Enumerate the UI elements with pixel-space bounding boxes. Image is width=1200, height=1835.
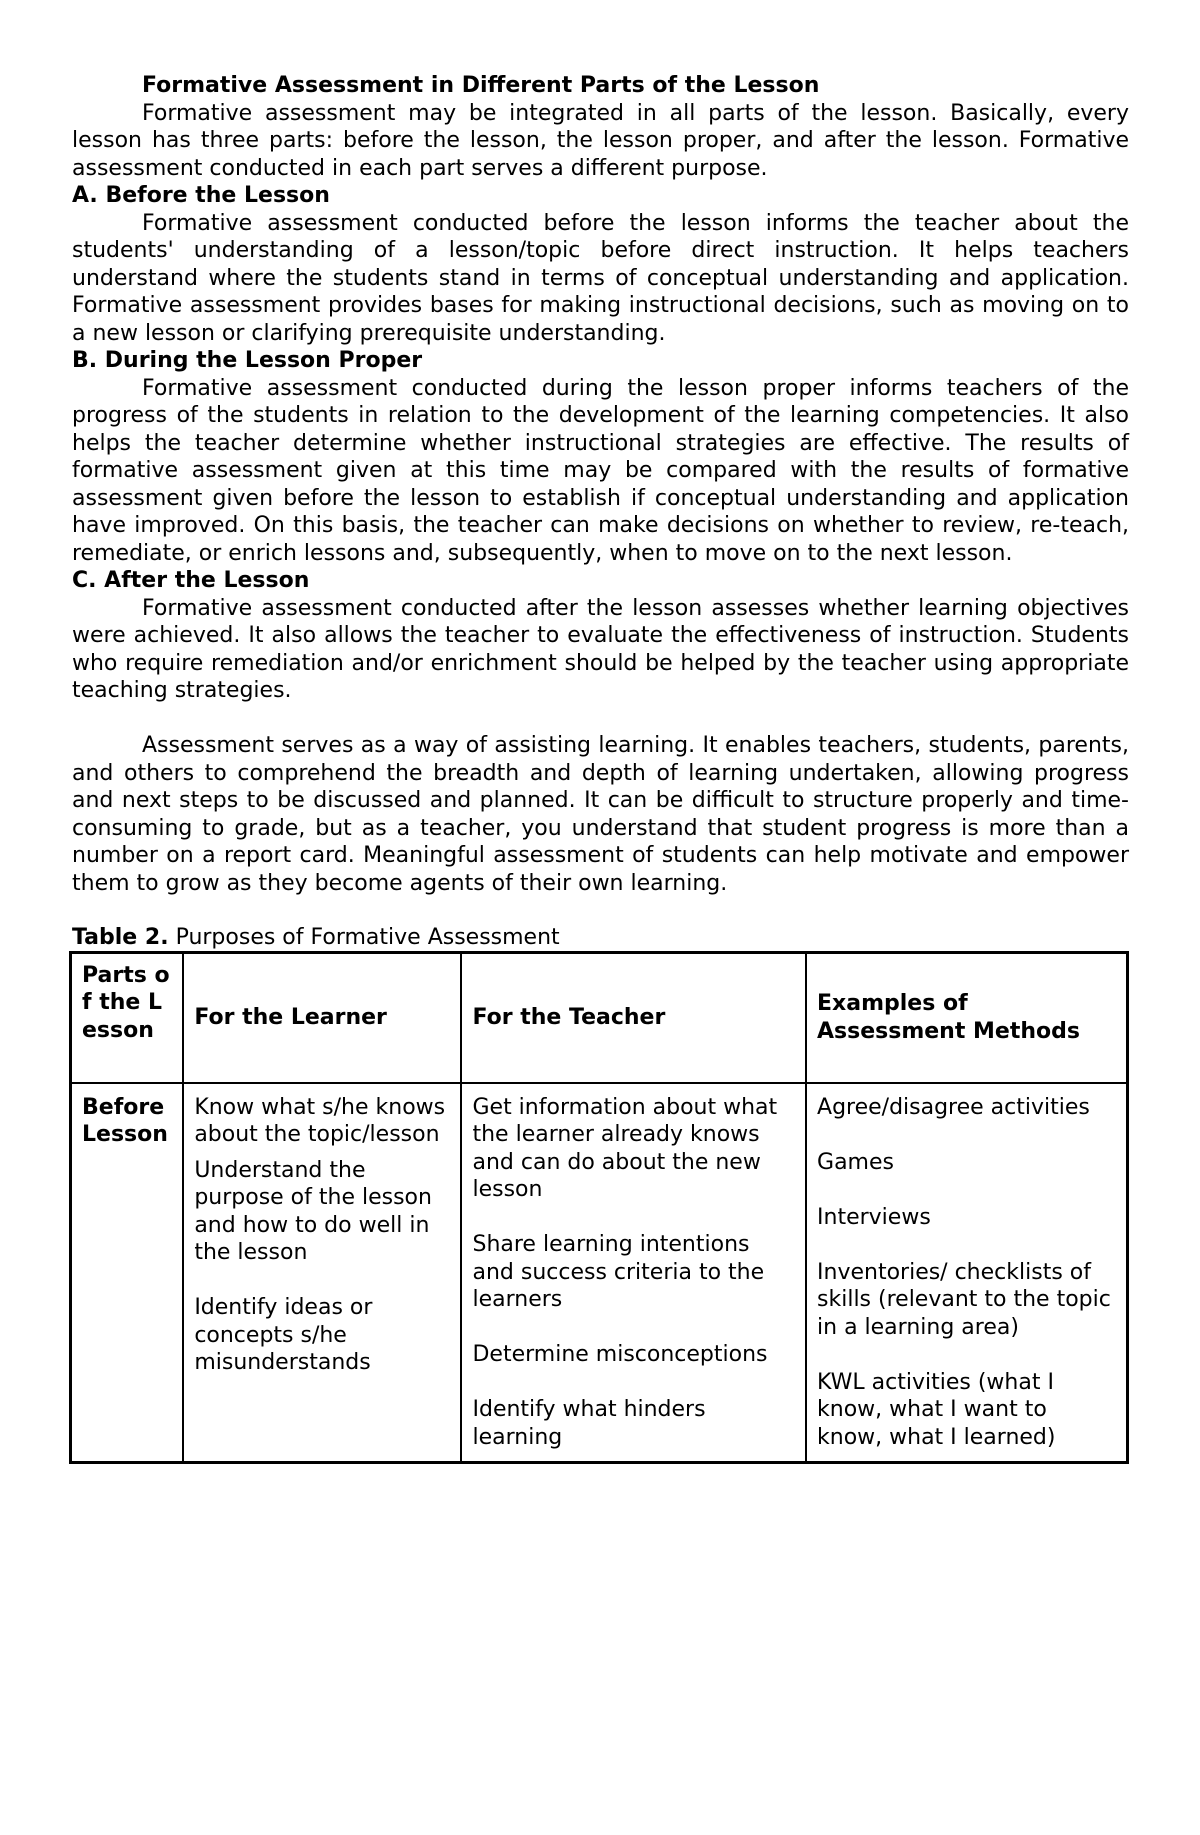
table-caption-text: Purposes of Formative Assessment — [175, 924, 560, 950]
section-heading-before: A. Before the Lesson — [72, 183, 330, 208]
learner-item: Understand the purpose of the lesson and how to do well in the lesson — [194, 1157, 432, 1265]
intro-paragraph: Formative assessment may be integrated in all parts of the lesson. Basically, every lesson has three parts: before the lesson, the lesson proper, and after the lesson. Formative assessment conducted in each part serves a different purpose. — [72, 100, 1129, 181]
example-item: Games — [817, 1149, 894, 1175]
section-heading-during: B. During the Lesson Proper — [72, 348, 423, 373]
section-body-before: Formative assessment conducted before the lesson informs the teacher about the students' understanding of a lesson/topic before direct instruction. It helps teachers understand where the students stand in terms of conceptual understanding and application. Formative assessment provides bases for making instructional decisions, such as moving on to a new lesson or clarifying prerequisite understanding. — [72, 210, 1129, 346]
table-spacer — [72, 897, 1129, 925]
header-for-the-learner: For the Learner — [183, 952, 461, 1083]
examples-cell — [806, 1083, 1127, 1463]
teacher-item: Get information about what the learner already knows and can do about the new lesson — [472, 1094, 778, 1202]
learner-item: Identify ideas or concepts s/he misunderstands — [194, 1295, 373, 1375]
learner-item: Know what s/he knows about the topic/lesson — [194, 1094, 446, 1147]
table-caption — [72, 925, 1129, 951]
header-examples-of-methods: Examples of Assessment Methods — [806, 952, 1127, 1083]
section-body-during: Formative assessment conducted during the lesson proper informs teachers of the progress of the students in relation to the development of the learning competencies. It also helps the teacher determine whether instructional strategies are effective. The results of formative assessment given at this time may be compared with the results of formative assessment given before the lesson to establish if conceptual understanding and application have improved. On this basis, the teacher can make decisions on whether to review, re-teach, remediate, or enrich lessons and, subsequently, when to move on to the next lesson. — [72, 375, 1129, 566]
teacher-cell — [461, 1083, 806, 1463]
table-caption-label: Table 2. — [72, 924, 169, 950]
teacher-item: Share learning intentions and success criteria to the learners — [472, 1232, 765, 1312]
example-item: KWL activities (what I know, what I want to know, what I learned) — [817, 1369, 1056, 1450]
section-body-after: Formative assessment conducted after the lesson assesses whether learning objectives were achieved. It also allows the teacher to evaluate the effectiveness of instruction. Students who require remediation and/or enrichment should be helped by the teacher using appropriate teaching strategies. — [72, 595, 1129, 703]
header-for-the-teacher: For the Teacher — [461, 952, 806, 1083]
paragraph-spacer — [72, 705, 1129, 733]
closing-paragraph: Assessment serves as a way of assisting learning. It enables teachers, students, parents, and others to comprehend the breadth and depth of learning undertaken, allowing progress and next steps to be discussed and planned. It can be difficult to structure properly and time-consuming to grade, but as a teacher, you understand that student progress is more than a number on a report card. Meaningful assessment of students can help motivate and empower them to grow as they become agents of their own learning. — [72, 733, 1129, 896]
document-title: Formative Assessment in Different Parts of the Lesson — [142, 73, 820, 98]
header-parts-of-lesson: Parts of the Lesson — [71, 952, 184, 1083]
document-page — [72, 72, 1129, 1464]
example-item: Interviews — [817, 1204, 931, 1230]
table-row — [71, 1083, 1128, 1463]
teacher-item: Determine misconceptions — [472, 1342, 768, 1367]
row-label-before-lesson: Before Lesson — [71, 1083, 184, 1463]
teacher-item: Identify what hinders learning — [472, 1397, 706, 1450]
example-item: Agree/disagree activities — [817, 1094, 1090, 1120]
example-item: Inventories/ checklists of skills (relevant to the topic in a learning area) — [817, 1259, 1111, 1340]
purposes-table — [69, 951, 1129, 1465]
learner-cell — [183, 1083, 461, 1463]
table-header-row — [71, 952, 1128, 1083]
section-heading-after: C. After the Lesson — [72, 568, 310, 593]
